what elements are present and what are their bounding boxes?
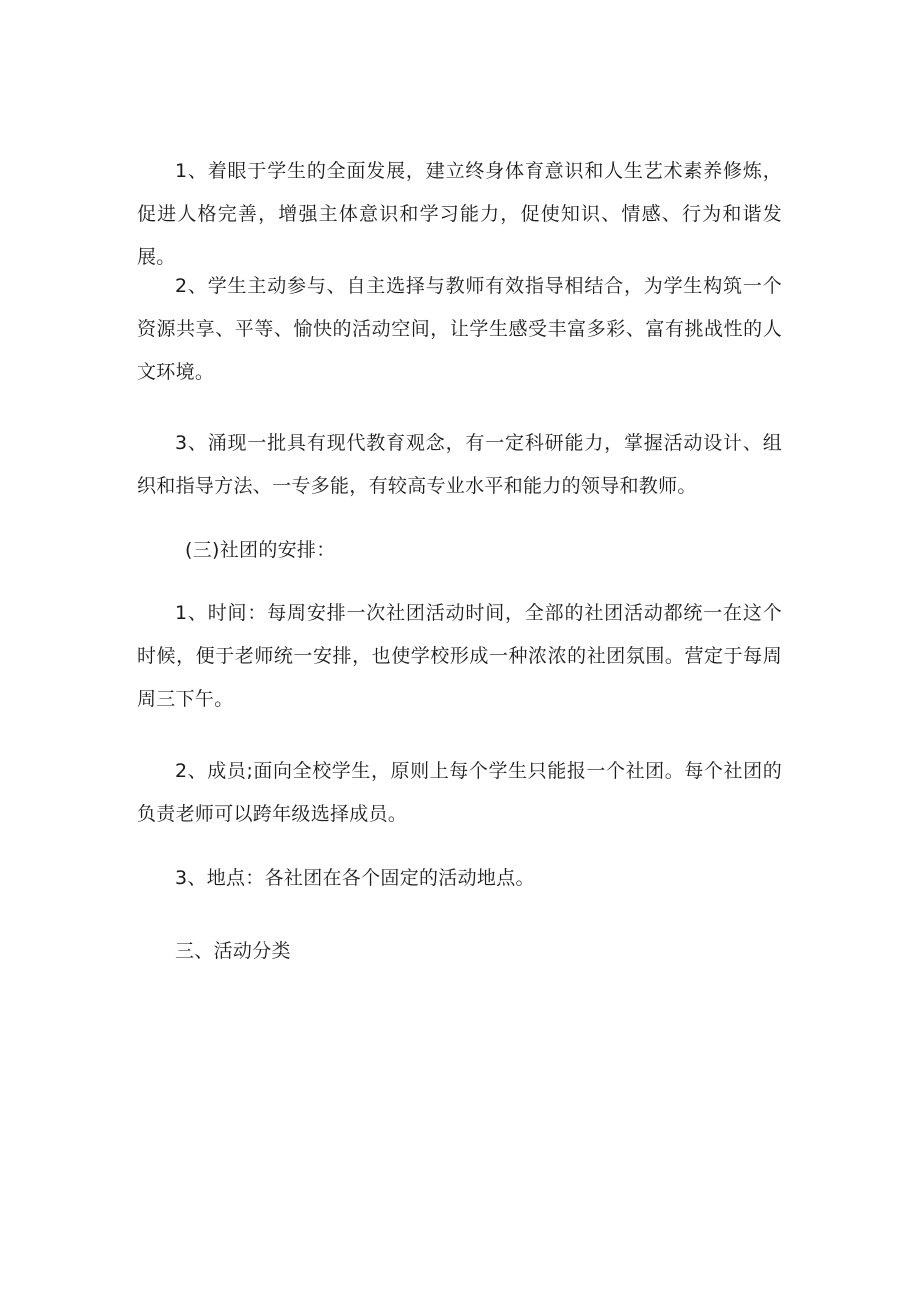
section-heading-club-arrangement: (三)社团的安排： [185, 539, 336, 561]
goal-paragraph-3: 3、涌现一批具有现代教育观念，有一定科研能力，掌握活动设计、组织和指导方法、一专多能，有较高专业水平和能力的领导和教师。 [137, 432, 782, 497]
goal-paragraph-1: 1、着眼于学生的全面发展，建立终身体育意识和人生艺术素养修炼，促进人格完善，增强主体意识和学习能力，促使知识、情感、行为和谐发展。 [137, 160, 782, 268]
section-heading-activity-categories: 三、活动分类 [175, 940, 291, 962]
arrangement-paragraph-time: 1、时间：每周安排一次社团活动时间，全部的社团活动都统一在这个时候，便于老师统一安排，也使学校形成一种浓浓的社团氛围。营定于每周周三下午。 [137, 602, 782, 710]
arrangement-paragraph-members: 2、成员;面向全校学生，原则上每个学生只能报一个社团。每个社团的负责老师可以跨年级选择成员。 [137, 760, 782, 825]
goal-paragraph-2: 2、学生主动参与、自主选择与教师有效指导相结合，为学生构筑一个资源共享、平等、愉快的活动空间，让学生感受丰富多彩、富有挑战性的人文环境。 [137, 275, 782, 383]
arrangement-paragraph-location: 3、地点：各社团在各个固定的活动地点。 [175, 867, 535, 889]
